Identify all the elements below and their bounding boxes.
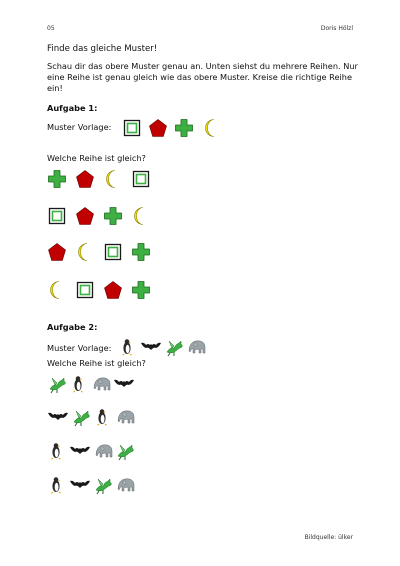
task1-option-row-2[interactable]: [47, 206, 151, 226]
cross-shape-icon: [47, 169, 67, 189]
task1-question: Welche Reihe ist gleich?: [47, 153, 146, 163]
pentagon-shape-icon: [75, 206, 95, 226]
bat-icon: [113, 374, 135, 394]
dragon-icon: [164, 337, 184, 357]
elephant-icon: [93, 441, 113, 461]
task2-question: Welche Reihe ist gleich?: [47, 358, 146, 368]
author-name: Doris Hölzl: [320, 25, 353, 32]
bat-icon: [47, 407, 69, 427]
cross-shape-icon: [174, 118, 194, 138]
square-shape-icon: [75, 280, 95, 300]
bat-icon: [140, 337, 162, 357]
penguin-icon: [118, 337, 138, 357]
task1-option-row-4[interactable]: [47, 280, 151, 300]
task2-option-row-2[interactable]: [47, 407, 137, 427]
dragon-icon: [115, 441, 135, 461]
instructions-text: Schau dir das obere Muster genau an. Unten siehst du mehrere Reihen. Nur eine Reihe ist genau gleich wie das obere Muster. Kreise die richtige Reihe ein!: [47, 61, 358, 93]
cross-shape-icon: [103, 206, 123, 226]
task2-template-pattern: [118, 337, 208, 357]
penguin-icon: [93, 407, 113, 427]
cross-shape-icon: [131, 242, 151, 262]
moon-shape-icon: [103, 169, 123, 189]
moon-shape-icon: [75, 242, 95, 262]
pentagon-shape-icon: [47, 242, 67, 262]
penguin-icon: [47, 475, 67, 495]
square-shape-icon: [122, 118, 142, 138]
dragon-icon: [71, 407, 91, 427]
task1-template-label: Muster Vorlage:: [47, 122, 112, 132]
penguin-icon: [69, 374, 89, 394]
moon-shape-icon: [47, 280, 67, 300]
bat-icon: [69, 441, 91, 461]
square-shape-icon: [103, 242, 123, 262]
task1-option-row-3[interactable]: [47, 242, 151, 262]
elephant-icon: [91, 374, 111, 394]
penguin-icon: [47, 441, 67, 461]
elephant-icon: [186, 337, 206, 357]
task2-option-row-1[interactable]: [47, 374, 137, 394]
square-shape-icon: [131, 169, 151, 189]
image-source: Bildquelle: ülker: [304, 534, 353, 541]
dragon-icon: [93, 475, 113, 495]
moon-shape-icon: [202, 118, 222, 138]
task1-option-row-1[interactable]: [47, 169, 151, 189]
task2-template-label: Muster Vorlage:: [47, 343, 112, 353]
moon-shape-icon: [131, 206, 151, 226]
worksheet-title: Finde das gleiche Muster!: [47, 44, 158, 54]
elephant-icon: [115, 475, 135, 495]
pentagon-shape-icon: [75, 169, 95, 189]
page-number: 05: [47, 25, 55, 32]
task2-option-row-3[interactable]: [47, 441, 137, 461]
pentagon-shape-icon: [103, 280, 123, 300]
task1-label: Aufgabe 1:: [47, 103, 98, 113]
elephant-icon: [115, 407, 135, 427]
pentagon-shape-icon: [148, 118, 168, 138]
task2-label: Aufgabe 2:: [47, 322, 98, 332]
task1-template-pattern: [122, 118, 222, 138]
cross-shape-icon: [131, 280, 151, 300]
task2-option-row-4[interactable]: [47, 475, 137, 495]
dragon-icon: [47, 374, 67, 394]
square-shape-icon: [47, 206, 67, 226]
bat-icon: [69, 475, 91, 495]
